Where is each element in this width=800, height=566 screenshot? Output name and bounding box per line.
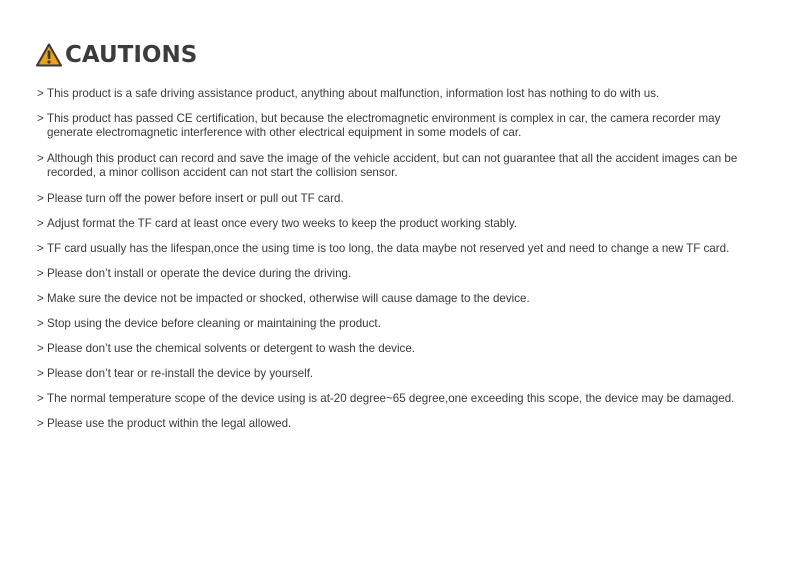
item-marker: > <box>37 392 44 405</box>
caution-text: Please don’t tear or re-install the device by yourself. <box>47 367 314 380</box>
caution-text: Although this product can record and save the image of the vehicle accident, but can not guarantee that all the accident images can be recorded, a minor collison accident can not start the collision sensor. <box>47 152 738 179</box>
item-marker: > <box>37 292 44 305</box>
item-marker: > <box>37 367 44 380</box>
caution-text: Stop using the device before cleaning or maintaining the product. <box>47 317 381 330</box>
caution-item <box>37 87 767 101</box>
item-marker: > <box>37 192 44 205</box>
caution-text: Make sure the device not be impacted or shocked, otherwise will cause damage to the device. <box>47 292 530 305</box>
item-marker: > <box>37 317 44 330</box>
caution-text: The normal temperature scope of the device using is at-20 degree~65 degree,one exceeding this scope, the device may be damaged. <box>47 392 735 405</box>
caution-text: TF card usually has the lifespan,once the using time is too long, the data maybe not reserved yet and need to change a new TF card. <box>47 242 730 255</box>
page-title: CAUTIONS <box>65 42 198 68</box>
item-marker: > <box>37 417 44 430</box>
caution-item <box>37 417 767 431</box>
item-marker: > <box>37 152 44 165</box>
caution-text: Adjust format the TF card at least once every two weeks to keep the product working stably. <box>47 217 517 230</box>
cautions-heading <box>36 40 197 70</box>
item-marker: > <box>37 217 44 230</box>
caution-item <box>37 317 767 331</box>
caution-text: Please use the product within the legal allowed. <box>47 417 292 430</box>
caution-item <box>37 342 767 356</box>
caution-text: This product is a safe driving assistance product, anything about malfunction, information lost has nothing to do with us. <box>47 87 660 100</box>
item-marker: > <box>37 342 44 355</box>
caution-item <box>37 267 767 281</box>
item-marker: > <box>37 87 44 100</box>
item-marker: > <box>37 112 44 125</box>
caution-item <box>37 292 767 306</box>
cautions-list <box>37 87 767 431</box>
caution-text: Please don’t use the chemical solvents or detergent to wash the device. <box>47 342 415 355</box>
caution-item <box>37 242 767 256</box>
caution-item <box>37 192 767 206</box>
caution-item <box>37 217 767 231</box>
caution-item <box>37 152 767 180</box>
item-marker: > <box>37 242 44 255</box>
caution-text: Please turn off the power before insert or pull out TF card. <box>47 192 344 205</box>
caution-item <box>37 367 767 381</box>
caution-item <box>37 112 767 140</box>
caution-text: This product has passed CE certification, but because the electromagnetic environment is complex in car, the camera recorder may generate electromagnetic interference with other electrical equipment in some models of car. <box>47 112 721 139</box>
warning-triangle-icon <box>36 43 62 67</box>
caution-text: Please don’t install or operate the device during the driving. <box>47 267 352 280</box>
caution-item <box>37 392 767 406</box>
item-marker: > <box>37 267 44 280</box>
